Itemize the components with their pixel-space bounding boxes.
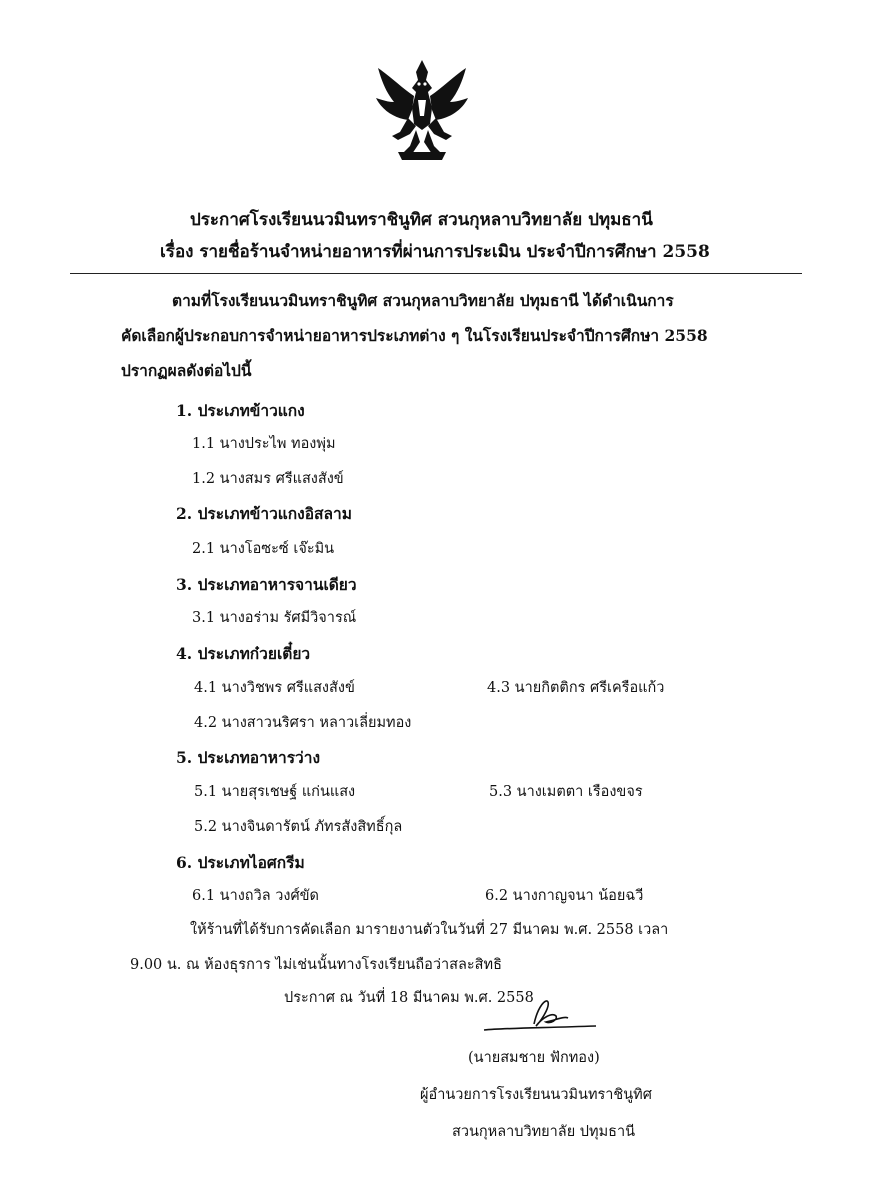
category-1-title: 1. ประเภทข้าวแกง xyxy=(176,401,305,420)
category-6-item-2: 6.2 นางกาญจนา น้อยฉวี xyxy=(485,888,644,904)
category-4-item-2: 4.2 นางสาวนริศรา หลาวเลี่ยมทอง xyxy=(194,715,412,731)
intro-line-1: ตามที่โรงเรียนนวมินทราชินูทิศ สวนกุหลาบวิทยาลัย ปทุมธานี ได้ดำเนินการ xyxy=(172,291,674,310)
category-5-title: 5. ประเภทอาหารว่าง xyxy=(176,748,321,767)
garuda-emblem-icon xyxy=(372,58,472,166)
intro-line-2: คัดเลือกผู้ประกอบการจำหน่ายอาหารประเภทต่าง ๆ ในโรงเรียนประจำปีการศึกษา 2558 xyxy=(121,326,708,345)
notice-line-1: ให้ร้านที่ได้รับการคัดเลือก มารายงานตัวในวันที่ 27 มีนาคม พ.ศ. 2558 เวลา xyxy=(190,922,669,938)
category-6-title: 6. ประเภทไอศกรีม xyxy=(176,853,305,872)
category-5-item-3: 5.3 นางเมตตา เรืองขจร xyxy=(489,784,643,800)
signature-icon xyxy=(476,992,616,1040)
category-4-title: 4. ประเภทก๋วยเตี๋ยว xyxy=(176,644,311,663)
category-3-title: 3. ประเภทอาหารจานเดียว xyxy=(176,575,357,594)
signatory-school: สวนกุหลาบวิทยาลัย ปทุมธานี xyxy=(452,1124,636,1140)
category-4-item-3: 4.3 นายกิตติกร ศรีเครือแก้ว xyxy=(487,680,665,696)
header-divider xyxy=(70,273,802,274)
category-4-item-1: 4.1 นางวิชพร ศรีแสงสังข์ xyxy=(194,680,355,696)
category-5-item-2: 5.2 นางจินดารัตน์ ภัทรสังสิทธิ์กุล xyxy=(194,819,403,835)
intro-line-3: ปรากฏผลดังต่อไปนี้ xyxy=(121,361,252,380)
header-line-2: เรื่อง รายชื่อร้านจำหน่ายอาหารที่ผ่านการประเมิน ประจำปีการศึกษา 2558 xyxy=(160,242,710,262)
category-2-item-1: 2.1 นางโอซะซ์ เจ๊ะมิน xyxy=(192,541,335,557)
header-line-1: ประกาศโรงเรียนนวมินทราชินูทิศ สวนกุหลาบวิทยาลัย ปทุมธานี xyxy=(190,210,653,230)
signatory-position: ผู้อำนวยการโรงเรียนนวมินทราชินูทิศ xyxy=(420,1087,652,1103)
category-5-item-1: 5.1 นายสุรเชษฐ์ แก่นแสง xyxy=(194,784,356,800)
signatory-name: (นายสมชาย ฟักทอง) xyxy=(468,1050,600,1066)
announce-date: ประกาศ ณ วันที่ 18 มีนาคม พ.ศ. 2558 xyxy=(284,990,534,1006)
category-1-item-1: 1.1 นางประไพ ทองพุ่ม xyxy=(192,436,336,452)
category-3-item-1: 3.1 นางอร่าม รัศมีวิจารณ์ xyxy=(192,610,357,626)
category-1-item-2: 1.2 นางสมร ศรีแสงสังข์ xyxy=(192,471,344,487)
notice-line-2: 9.00 น. ณ ห้องธุรการ ไม่เช่นนั้นทางโรงเรียนถือว่าสละสิทธิ xyxy=(130,957,502,973)
category-2-title: 2. ประเภทข้าวแกงอิสลาม xyxy=(176,504,352,523)
category-6-item-1: 6.1 นางถวิล วงศ์ขัด xyxy=(192,888,319,904)
